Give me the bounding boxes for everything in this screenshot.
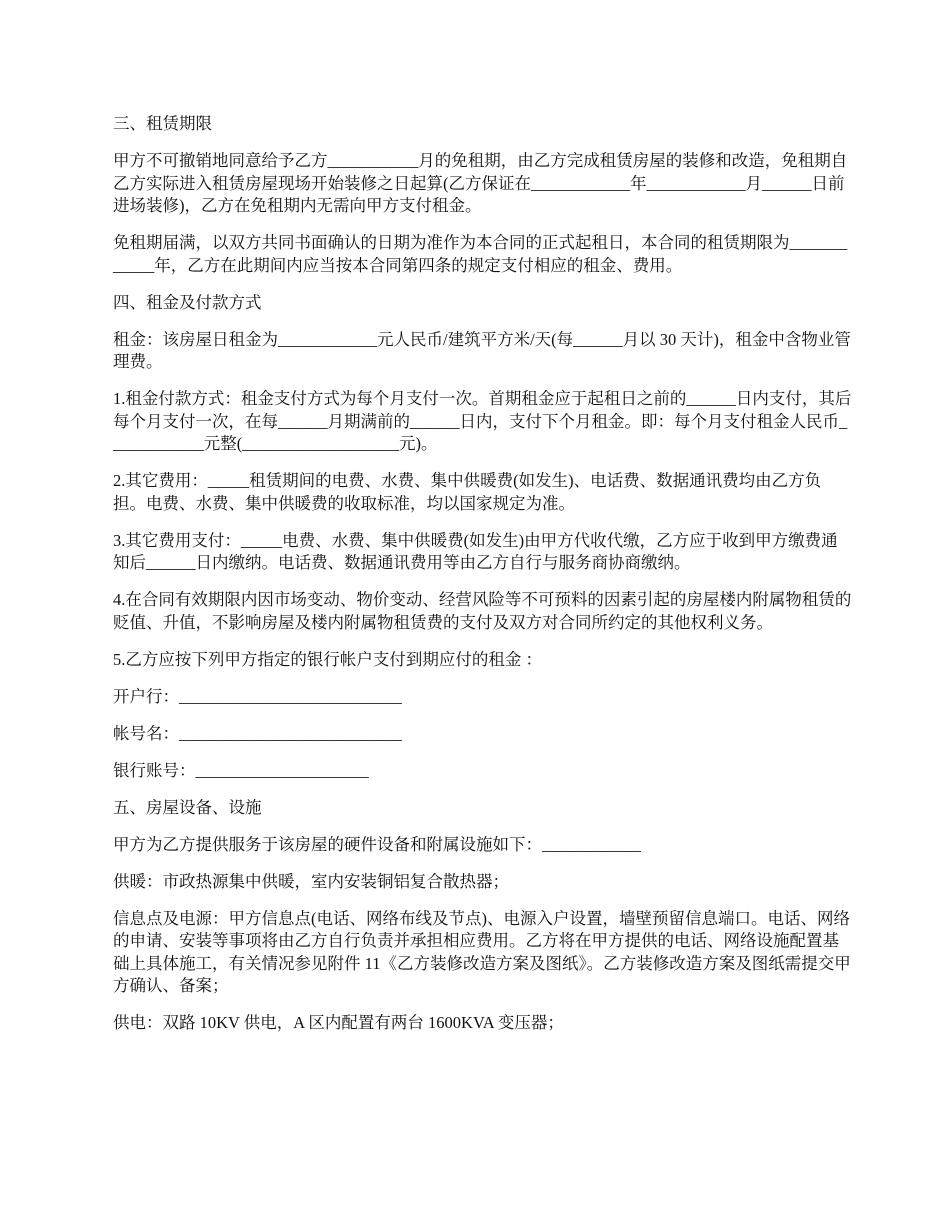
paragraph-network-power: 信息点及电源：甲方信息点(电话、网络布线及节点)、电源入户设置，墙壁预留信息端口。电话、网络的申请、安装等事项将由乙方自行负责并承担相应费用。乙方将在甲方提供的电话、网络设施配置基础上具体施工，有关情况参见附件 11《乙方装修改造方案及图纸》。乙方装修改造方案及图纸需提交甲方确认、备案； — [113, 908, 851, 995]
paragraph-bank-account-intro: 5.乙方应按下列甲方指定的银行帐户支付到期应付的租金 ： — [113, 649, 542, 669]
paragraph-other-fees: 2.其它费用：_____租赁期间的电费、水费、集中供暖费(如发生)、电话费、数据通讯费均由乙方负担。电费、水费、集中供暖费的收取标准，均以国家规定为准。 — [113, 471, 822, 513]
document-page — [113, 113, 853, 1049]
paragraph-payment-method: 1.租金付款方式：租金支付方式为每个月支付一次。首期租金应于起租日之前的______日内支付，其后每个月支付一次，在每______月期满前的______日内，支付下个月租金。即：每个月支付租金人民币____________元整(___________________元)。 — [113, 389, 852, 453]
field-account-number: 银行账号：_____________________ — [113, 760, 369, 780]
paragraph-rent-free-period: 甲方不可撤销地同意给予乙方___________月的免租期，由乙方完成租赁房屋的装修和改造，免租期自乙方实际进入租赁房屋现场开始装修之日起算(乙方保证在____________年____________月______日前进场装修)，乙方在免租期内无需向甲方支付租金。 — [113, 151, 848, 215]
paragraph-lease-term: 免租期届满，以双方共同书面确认的日期为准作为本合同的正式起租日，本合同的租赁期限为____________年，乙方在此期间内应当按本合同第四条的规定支付相应的租金、费用。 — [113, 233, 848, 275]
section-heading-lease-term: 三、租赁期限 — [113, 114, 212, 133]
field-account-name: 帐号名：___________________________ — [113, 723, 402, 743]
field-bank-name: 开户行：___________________________ — [113, 686, 402, 706]
paragraph-market-changes: 4.在合同有效期限内因市场变动、物价变动、经营风险等不可预料的因素引起的房屋楼内附属物租赁的贬值、升值，不影响房屋及楼内附属物租赁费的支付及双方对合同所约定的其他权利义务。 — [113, 590, 852, 632]
paragraph-other-fees-payment: 3.其它费用支付：_____电费、水费、集中供暖费(如发生)由甲方代收代缴，乙方应于收到甲方缴费通知后______日内缴纳。电话费、数据通讯费用等由乙方自行与服务商协商缴纳。 — [113, 530, 838, 572]
paragraph-heating: 供暖：市政热源集中供暖，室内安装铜铝复合散热器； — [113, 871, 509, 891]
paragraph-equipment: 甲方为乙方提供服务于该房屋的硬件设备和附属设施如下：____________ — [113, 834, 641, 854]
section-heading-equipment: 五、房屋设备、设施 — [113, 797, 262, 817]
paragraph-rent: 租金：该房屋日租金为____________元人民币/建筑平方米/天(每______月以 30 天计)，租金中含物业管理费。 — [113, 329, 851, 371]
paragraph-power-supply: 供电：双路 10KV 供电，A 区内配置有两台 1600KVA 变压器； — [113, 1013, 564, 1032]
section-heading-rent-payment: 四、租金及付款方式 — [113, 292, 262, 312]
